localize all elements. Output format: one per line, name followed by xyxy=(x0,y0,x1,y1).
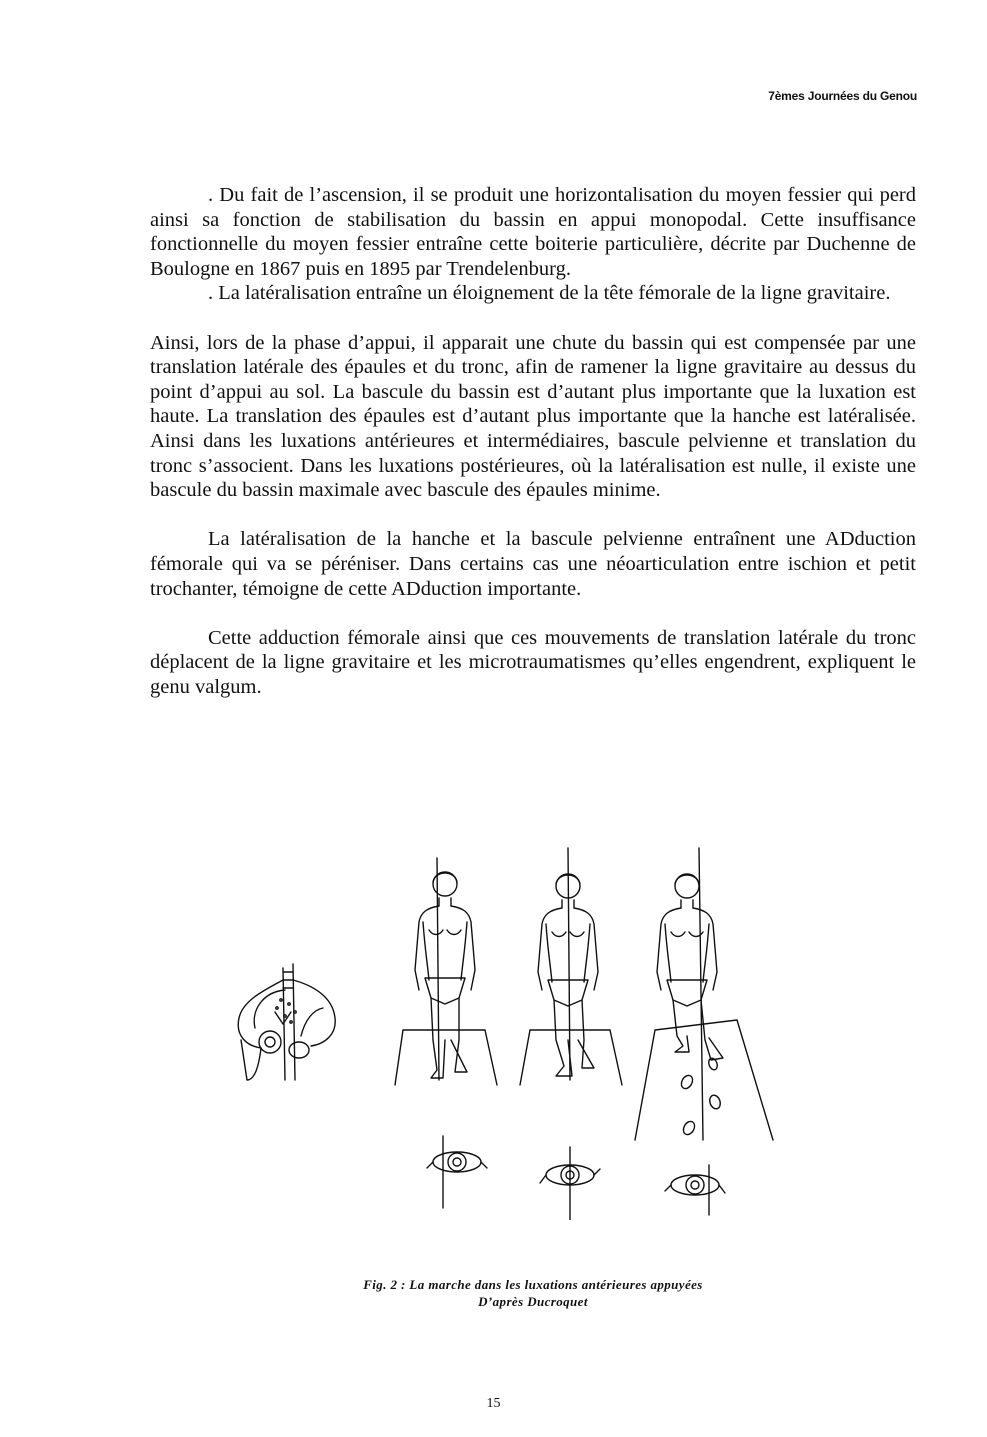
paragraph-lateralisation: . La latéralisation entraîne un éloignement de la tête fémorale de la ligne gravitaire. xyxy=(208,282,891,305)
walking-figure-2 xyxy=(520,848,622,1085)
figure-caption xyxy=(150,1276,916,1310)
top-view-figures xyxy=(427,1136,725,1220)
gait-illustration xyxy=(225,840,785,1220)
paragraph-phase-appui: Ainsi, lors de la phase d’appui, il apparait une chute du bassin qui est compensée par une translation latérale des épaules et du tronc, afin de ramener la ligne gravitaire au dessus du point d’appui au sol. La bascule du bassin est d’autant plus importante que la luxation est haute. La translation des épaules est d’autant plus importante que la hanche est latéralisée. Ainsi dans les luxations antérieures et intermédiaires, bascule pelvienne et translation du tronc s’associent. Dans les luxations postérieures, où la latéralisation est nulle, il existe une bascule du bassin maximale avec bascule des épaules minime. xyxy=(150,331,916,502)
paragraph-ascension: . Du fait de l’ascension, il se produit une horizontalisation du moyen fessier qui perd ainsi sa fonction de stabilisation du bassin en appui monopodal. Cette insuffisance fonctionnelle du moyen fessier entraîne cette boiterie particulière, décrite par Duchenne de Boulogne en 1867 puis en 1895 par Trendelenburg. xyxy=(150,184,916,280)
running-head: 7èmes Journées du Genou xyxy=(768,89,917,103)
figure-caption-line-2: D’après Ducroquet xyxy=(478,1294,588,1309)
pelvis-sketch xyxy=(238,964,335,1080)
walking-figure-3 xyxy=(635,848,773,1140)
paragraph-adduction: La latéralisation de la hanche et la bascule pelvienne entraînent une ADduction fémorale qui va se péréniser. Dans certains cas une néoarticulation entre ischion et petit trochanter, témoigne de cette ADduction importante. xyxy=(150,528,916,600)
gait-figure xyxy=(225,840,785,1220)
page-number: 15 xyxy=(486,1396,501,1411)
body-text xyxy=(150,183,916,699)
walking-figure-1 xyxy=(395,858,497,1085)
paragraph-genu-valgum: Cette adduction fémorale ainsi que ces mouvements de translation latérale du tronc déplacent de la ligne gravitaire et les microtraumatismes qu’elles engendrent, expliquent le genu valgum. xyxy=(150,626,916,698)
figure-caption-line-1: Fig. 2 : La marche dans les luxations antérieures appuyées xyxy=(363,1277,703,1292)
